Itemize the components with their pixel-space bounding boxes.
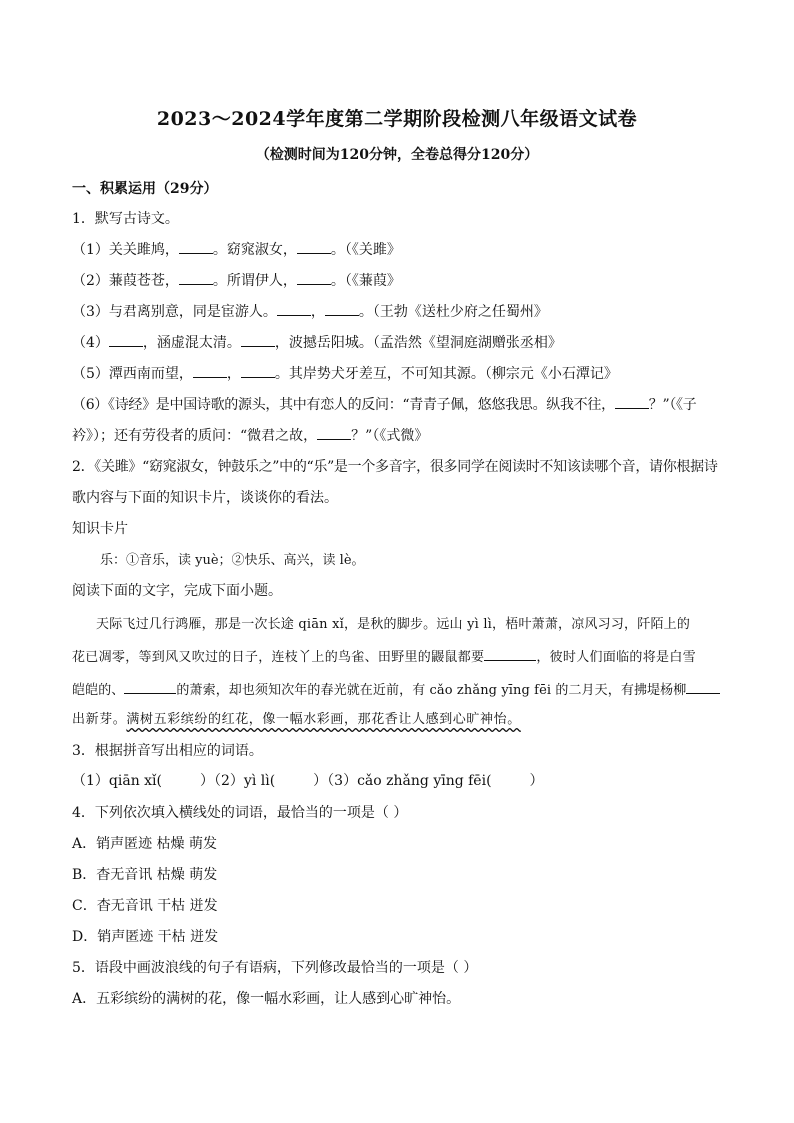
text: 衿》）；还有劳役者的质问：“微君之故，	[72, 428, 318, 444]
q1-stem: 1．默写古诗文。	[72, 211, 179, 227]
reading-intro: 阅读下面的文字，完成下面小题。	[72, 583, 282, 599]
q5-option-a: A．五彩缤纷的满树的花，像一幅水彩画，让人感到心旷神怡。	[72, 991, 461, 1007]
text: ）（2）yì lì(	[200, 773, 276, 789]
text: ）	[529, 773, 544, 789]
text: 。（《蒹葭》	[330, 273, 401, 289]
q2-line-1: 2．《关雎》“窈窕淑女，钟鼓乐之”中的“乐”是一个多音字，很多同学在阅读时不知该读哪个音，请你根据诗	[72, 459, 718, 475]
q1-line-7	[72, 425, 724, 445]
text: ，涵虚混太清。	[142, 335, 241, 351]
text: 花已凋零，等到风又吹过的日子，连枝丫上的鸟雀、田野里的鼹鼠都要	[72, 650, 485, 665]
answer-blank	[241, 365, 275, 378]
text: 。（《关雎》	[330, 242, 401, 258]
answer-blank	[277, 303, 311, 316]
text: （2）蒹葭苍苍，	[72, 273, 179, 289]
knowledge-card-title: 知识卡片	[72, 521, 128, 537]
q1-line-2	[72, 270, 724, 290]
answer-blank	[484, 648, 536, 661]
q1-line-1	[72, 239, 724, 259]
text: 。（王勃《送杜少府之任蜀州》	[358, 304, 548, 320]
text: 的萧索，却也须知次年的春光就在近前，有 cǎo zhǎng yīng fēi 的二月天，有拂堤杨柳	[176, 683, 687, 698]
q1-line-6	[72, 394, 724, 414]
text: （4）	[72, 335, 109, 351]
q4-stem: 4．下列依次填入横线处的词语，最恰当的一项是（ ）	[72, 805, 408, 821]
answer-blank	[179, 272, 213, 285]
page-title: 2023～2024学年度第二学期阶段检测八年级语文试卷	[156, 108, 638, 130]
q1-line-5	[72, 363, 724, 383]
text: （6）《诗经》是中国诗歌的源头，其中有恋人的反问：“青青子佩，悠悠我思。纵我不往，	[72, 397, 615, 413]
answer-blank	[124, 681, 176, 694]
knowledge-card-body: 乐：①音乐，读 yuè；②快乐、高兴，读 lè。	[100, 553, 365, 568]
q5-stem: 5．语段中画波浪线的句子有语病，下列修改最恰当的一项是（ ）	[72, 960, 478, 976]
text: （1）关关雎鸠，	[72, 242, 179, 258]
text: 出新芽。	[72, 712, 127, 727]
text: 。所谓伊人，	[212, 273, 297, 289]
text: 皑皑的、	[72, 683, 125, 698]
q3-answers	[72, 770, 724, 790]
text: ）（3）cǎo zhǎng yīng fēi(	[313, 773, 492, 789]
q4-option-d: D．销声匿迹 干枯 迸发	[72, 929, 219, 945]
section-heading: 一、积累运用（29分）	[72, 181, 218, 197]
passage-line-3	[72, 679, 724, 698]
text: （5）潭西南而望，	[72, 366, 193, 382]
answer-blank	[109, 334, 143, 347]
passage-line-1: 天际飞过几行鸿雁，那是一次长途 qiān xǐ，是秋的脚步。远山 yì lì，梧叶萧萧，凉风习习，阡陌上的	[96, 617, 691, 632]
text: ，波撼岳阳城。（孟浩然《望洞庭湖赠张丞相》	[274, 335, 562, 351]
passage-line-4	[72, 708, 724, 727]
text: ，	[226, 366, 241, 382]
answer-blank	[317, 427, 351, 440]
answer-blank	[241, 334, 275, 347]
answer-blank	[179, 241, 213, 254]
q4-option-a: A．销声匿迹 枯燥 萌发	[72, 836, 218, 852]
text: ，	[310, 304, 325, 320]
answer-blank	[297, 272, 331, 285]
q2-line-2: 歌内容与下面的知识卡片，谈谈你的看法。	[72, 490, 338, 506]
q1-line-4	[72, 332, 724, 352]
text: （3）与君离别意，同是宦游人。	[72, 304, 277, 320]
text: 。其岸势犬牙差互，不可知其源。（柳宗元《小石潭记》	[274, 366, 618, 382]
answer-blank	[193, 365, 227, 378]
exam-subtitle: （检测时间为120分钟，全卷总得分120分）	[255, 147, 539, 163]
q1-line-3	[72, 301, 724, 321]
answer-blank	[325, 303, 359, 316]
text: 。窈窕淑女，	[212, 242, 297, 258]
text: ？”（《子	[648, 397, 697, 413]
q4-option-c: C．杳无音讯 干枯 迸发	[72, 898, 218, 914]
text: ？”（《式微》	[351, 428, 429, 444]
answer-blank	[297, 241, 331, 254]
text: （1）qiān xǐ(	[72, 773, 162, 789]
wavy-underlined-sentence: 满树五彩缤纷的红花，像一幅水彩画，那花香让人感到心旷神怡。	[126, 712, 521, 727]
answer-blank	[686, 681, 720, 694]
q4-option-b: B．杳无音讯 枯燥 萌发	[72, 867, 218, 883]
answer-blank	[615, 396, 649, 409]
passage-line-2	[72, 646, 724, 665]
text: ，彼时人们面临的将是白雪	[536, 650, 696, 665]
q3-stem: 3．根据拼音写出相应的词语。	[72, 743, 263, 759]
